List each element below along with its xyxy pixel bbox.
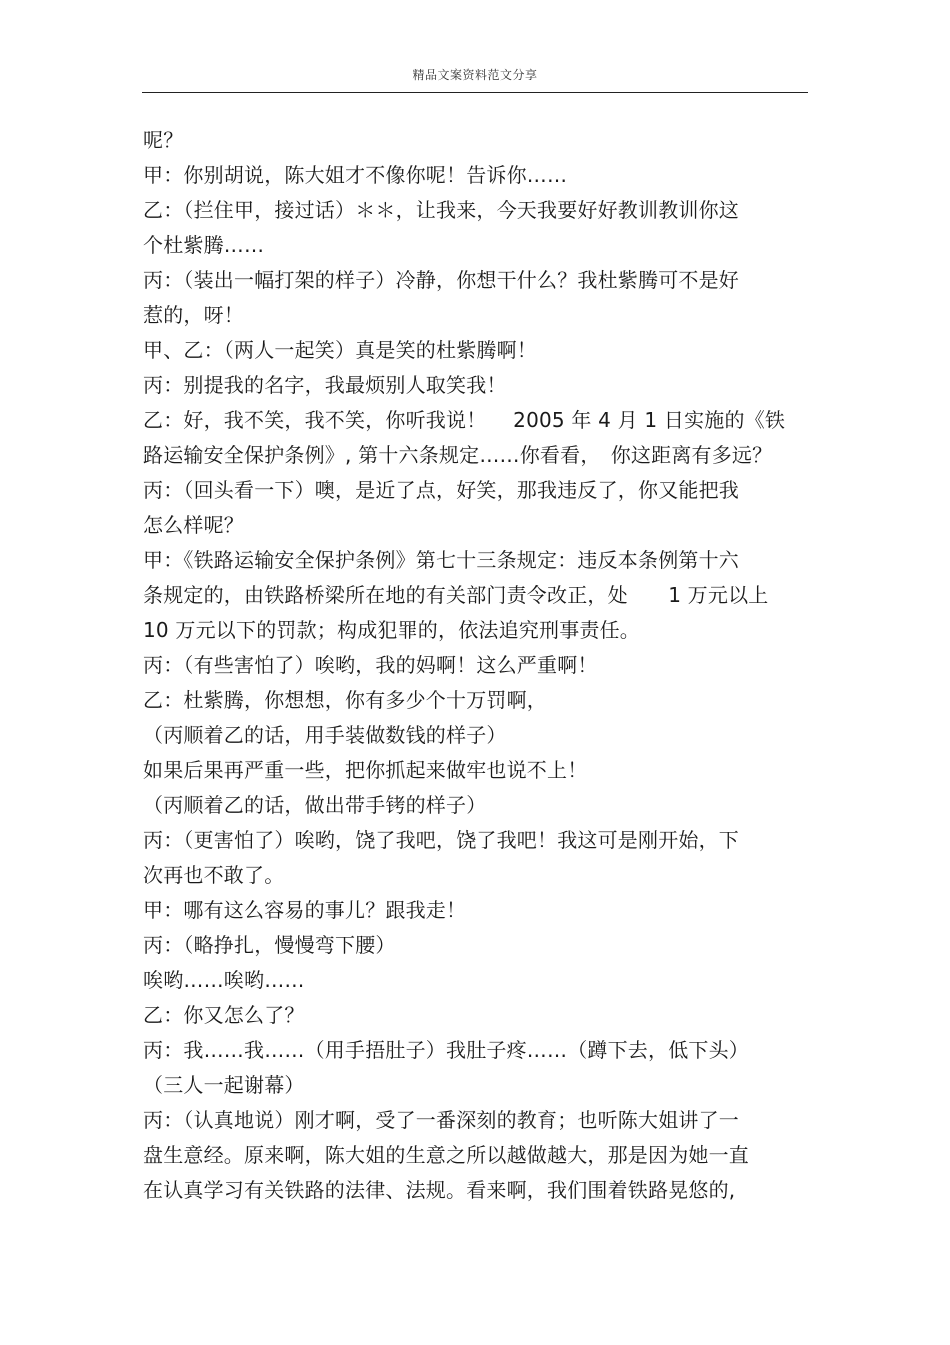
text-line: 唉哟……唉哟…… — [143, 968, 305, 992]
text-line: 乙：你又怎么了？ — [143, 1003, 305, 1027]
text-line: （丙顺着乙的话，用手装做数钱的样子） — [143, 723, 507, 747]
text-line: （丙顺着乙的话，做出带手铐的样子） — [143, 793, 487, 817]
text-line: 如果后果再严重一些，把你抓起来做牢也说不上！ — [143, 758, 588, 782]
text-line: 次再也不敢了。 — [143, 863, 285, 887]
header-divider — [142, 92, 808, 93]
text-line: 丙：我……我……（用手捂肚子）我肚子疼……（蹲下去，低下头） — [143, 1038, 749, 1062]
text-line: 丙：（更害怕了）唉哟，饶了我吧，饶了我吧！我这可是刚开始，下 — [143, 828, 739, 852]
text-line: 甲：你别胡说，陈大姐才不像你呢！告诉你…… — [143, 163, 568, 187]
page-header-title: 精品文案资料范文分享 — [412, 68, 538, 82]
text-line: 怎么样呢？ — [143, 513, 244, 537]
text-line: 乙：好，我不笑，我不笑，你听我说！ 2005 年 4 月 1 日实施的《铁 — [143, 408, 786, 432]
text-line: 惹的，呀！ — [143, 303, 244, 327]
text-line: 条规定的，由铁路桥梁所在地的有关部门责令改正，处 1 万元以上 — [143, 583, 769, 607]
text-line: 10 万元以下的罚款；构成犯罪的，依法追究刑事责任。 — [143, 618, 641, 642]
text-line: 呢？ — [143, 128, 184, 152]
text-line: 在认真学习有关铁路的法律、法规。看来啊，我们围着铁路晃悠的, — [143, 1178, 736, 1202]
document-body — [143, 123, 808, 1208]
text-line: （三人一起谢幕） — [143, 1073, 305, 1097]
text-line: 丙：（略挣扎，慢慢弯下腰） — [143, 933, 396, 957]
text-line: 甲：《铁路运输安全保护条例》第七十三条规定：违反本条例第十六 — [143, 548, 739, 572]
text-line: 丙：（有些害怕了）唉哟，我的妈啊！这么严重啊！ — [143, 653, 598, 677]
text-line: 个杜紫腾…… — [143, 233, 265, 257]
text-line: 乙：（拦住甲，接过话）＊＊，让我来，今天我要好好教训教训你这 — [143, 198, 739, 222]
text-line: 丙：（回头看一下）噢，是近了点，好笑，那我违反了，你又能把我 — [143, 478, 739, 502]
text-line: 盘生意经。原来啊，陈大姐的生意之所以越做越大，那是因为她一直 — [143, 1143, 749, 1167]
text-line: 乙：杜紫腾，你想想，你有多少个十万罚啊， — [143, 688, 547, 712]
text-line: 甲、乙：（两人一起笑）真是笑的杜紫腾啊！ — [143, 338, 537, 362]
text-line: 路运输安全保护条例》, 第十六条规定……你看看， 你这距离有多远？ — [143, 443, 773, 467]
text-line: 丙：别提我的名字，我最烦别人取笑我！ — [143, 373, 507, 397]
text-line: 甲：哪有这么容易的事儿？跟我走！ — [143, 898, 467, 922]
text-line: 丙：（装出一幅打架的样子）冷静，你想干什么？我杜紫腾可不是好 — [143, 268, 739, 292]
text-line: 丙：（认真地说）刚才啊，受了一番深刻的教育；也听陈大姐讲了一 — [143, 1108, 739, 1132]
